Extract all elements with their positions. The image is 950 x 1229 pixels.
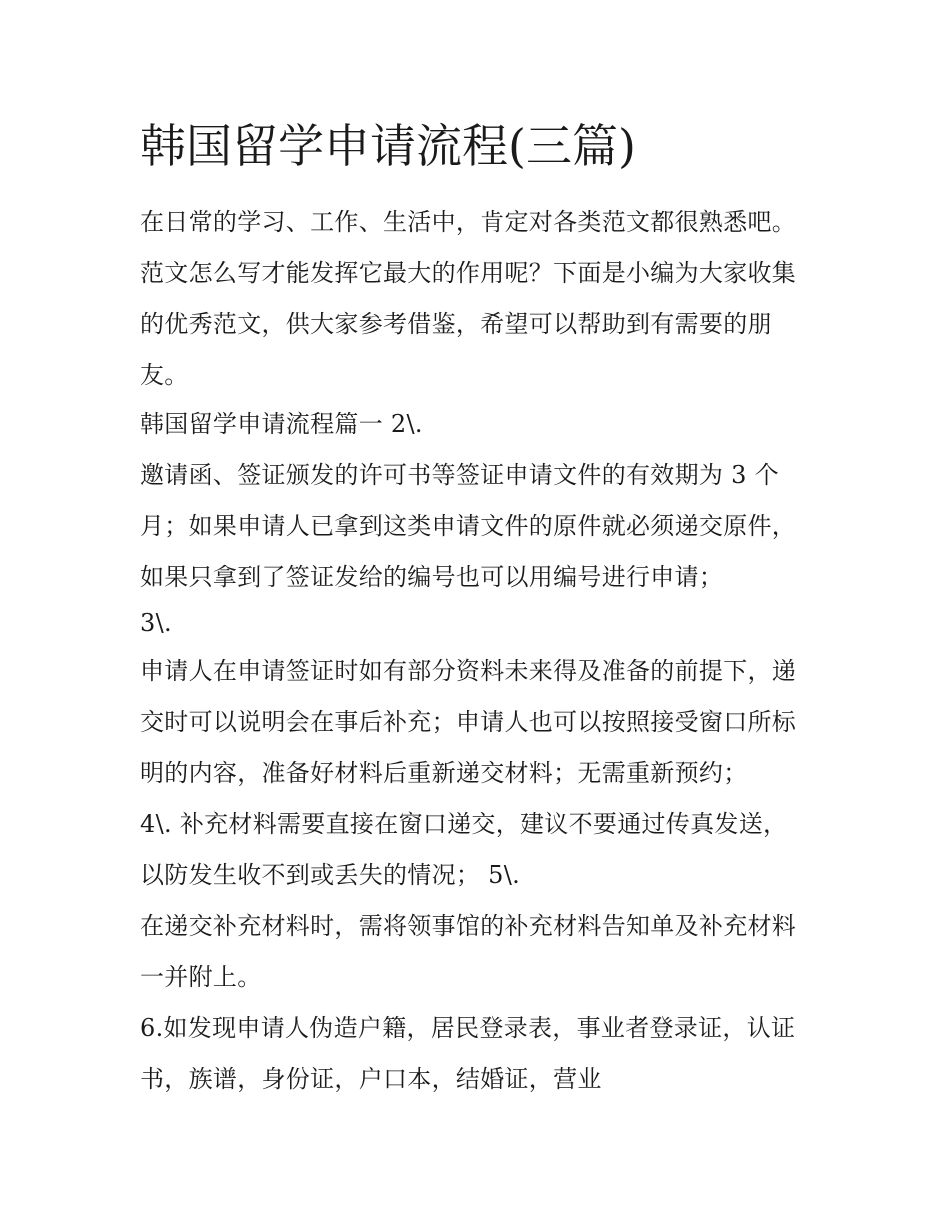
body-line-11: 交时可以说明会在事后补充；申请人也可以按照接受窗口所标	[140, 708, 797, 736]
body-line-7: 月；如果申请人已拿到这类申请文件的原件就必须递交原件，	[140, 512, 797, 540]
body-line-14: 以防发生收不到或丢失的情况； 5\.	[140, 861, 521, 889]
body-line-13: 4\. 补充材料需要直接在窗口递交，建议不要通过传真发送，	[140, 810, 788, 838]
body-line-15: 在递交补充材料时，需将领事馆的补充材料告知单及补充材料	[140, 912, 797, 940]
body-line-4: 友。	[140, 361, 189, 389]
body-line-17: 6.如发现申请人伪造户籍，居民登录表，事业者登录证，认证	[140, 1014, 796, 1042]
section-heading-1: 韩国留学申请流程篇一 2\.	[140, 410, 423, 438]
body-line-6: 邀请函、签证颁发的许可书等签证申请文件的有效期为 3 个	[140, 461, 779, 489]
body-line-9: 3\.	[140, 609, 172, 637]
page-title: 韩国留学申请流程(三篇)	[140, 119, 636, 173]
body-line-18: 书，族谱，身份证，户口本，结婚证，营业	[140, 1065, 602, 1093]
body-line-1: 在日常的学习、工作、生活中，肯定对各类范文都很熟悉吧。	[140, 208, 797, 236]
body-line-3: 的优秀范文，供大家参考借鉴，希望可以帮助到有需要的朋	[140, 310, 772, 338]
body-line-16: 一并附上。	[140, 963, 262, 991]
body-line-2: 范文怎么写才能发挥它最大的作用呢？下面是小编为大家收集	[140, 259, 797, 287]
body-line-12: 明的内容，准备好材料后重新递交材料；无需重新预约；	[140, 759, 748, 787]
body-line-10: 申请人在申请签证时如有部分资料未来得及准备的前提下，递	[140, 657, 797, 685]
body-line-8: 如果只拿到了签证发给的编号也可以用编号进行申请；	[140, 563, 724, 591]
